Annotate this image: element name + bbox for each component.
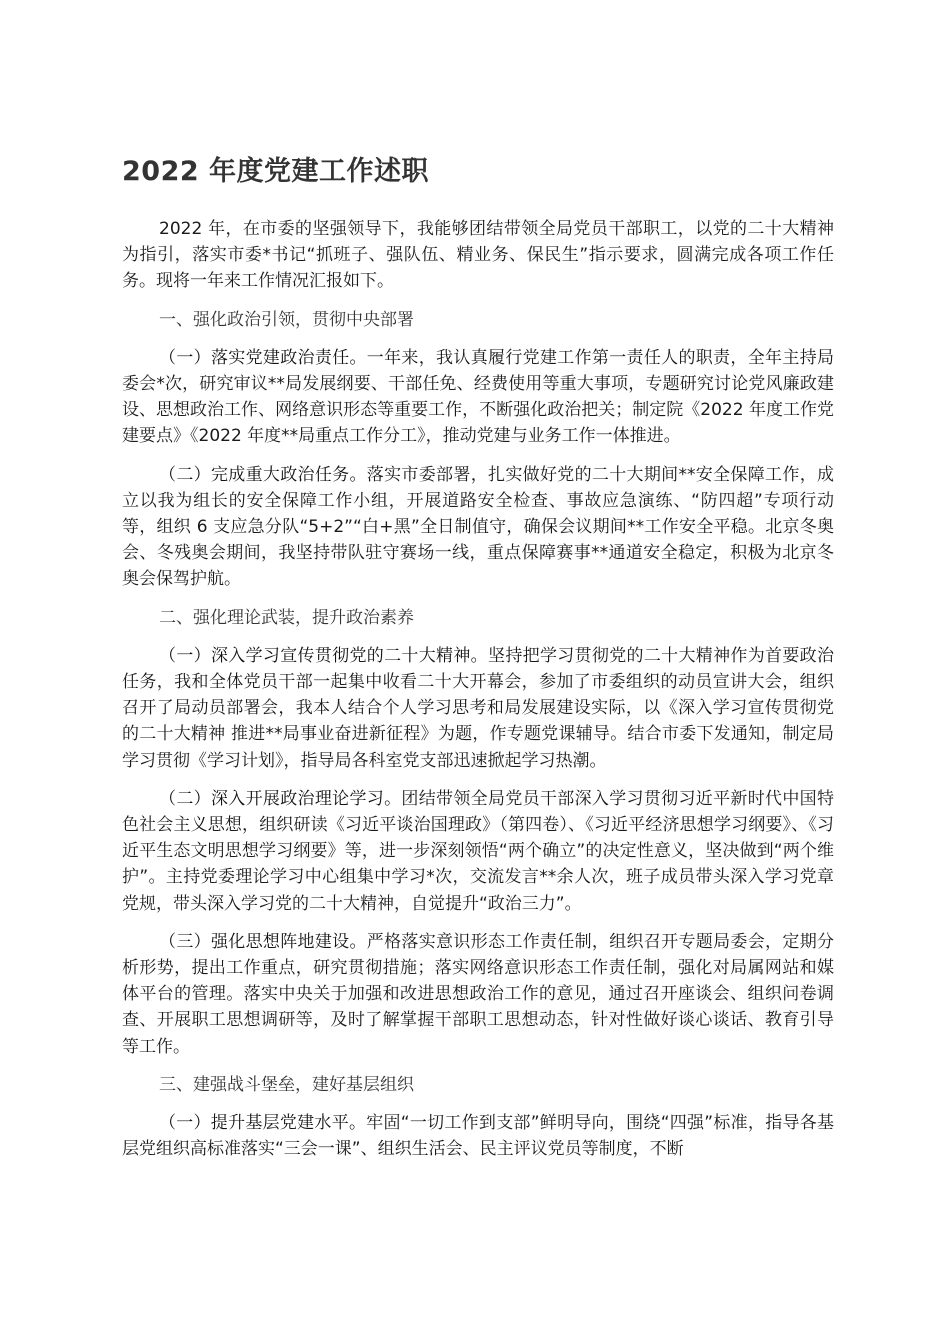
paragraph-text: 严格落实意识形态工作责任制，组织召开专题局委会，定期分析形势，提出工作重点，研究贯彻措施；落实网络意识形态工作责任制，强化对局属网站和媒体平台的管理。落实中央关于加强和改进思想政治工作的意见，通过召开座谈会、组织问卷调查、开展职工思想调研等，及时了解掌握干部职工思想动态，针对性做好谈心谈话、教育引导等工作。 [122, 931, 835, 1057]
paragraph-2-2 [122, 786, 834, 917]
document-page [122, 150, 834, 1163]
paragraph-1-1 [122, 345, 834, 450]
section-heading-2: 二、强化理论武装，提升政治素养 [159, 607, 414, 628]
section-heading-3: 三、建强战斗堡垒，建好基层组织 [159, 1074, 414, 1095]
paragraph-2-3 [122, 929, 834, 1060]
paragraph-lead: （三）强化思想阵地建设。 [159, 931, 367, 952]
paragraph-lead: （二）完成重大政治任务。 [159, 464, 367, 485]
paragraph-lead: （一）深入学习宣传贯彻党的二十大精神。 [159, 645, 488, 666]
paragraph-lead: （二）深入开展政治理论学习。 [159, 788, 402, 809]
paragraph-1-2 [122, 462, 834, 593]
paragraph-text: 牢固“一切工作到支部”鲜明导向，围绕“四强”标准，指导各基层党组织高标准落实“三会一课”、组织生活会、民主评议党员等制度，不断 [122, 1113, 834, 1160]
paragraph-text: 坚持把学习贯彻党的二十大精神作为首要政治任务，我和全体党员干部一起集中收看二十大开幕会，参加了市委组织的动员宣讲大会，组织召开了局动员部署会，我本人结合个人学习思考和局发展建设实际，以《深入学习宣传贯彻党的二十大精神 推进**局事业奋进新征程》为题，作专题党课辅导。结合市委下发通知，制定局学习贯彻《学习计划》，指导局各科室党支部迅速掀起学习热潮。 [122, 645, 834, 771]
paragraph-text: 落实市委部署，扎实做好党的二十大期间**安全保障工作，成立以我为组长的安全保障工作小组，开展道路安全检查、事故应急演练、“防四超”专项行动等，组织 6 支应急分队“5+2”“白+黑”全日制值守，确保会议期间**工作安全平稳。北京冬奥会、冬残奥会期间，我坚持带队驻守赛场一线，重点保障赛事**通道安全稳定，积极为北京冬奥会保驾护航。 [122, 464, 835, 590]
intro-paragraph: 2022 年，在市委的坚强领导下，我能够团结带领全局党员干部职工，以党的二十大精神为指引，落实市委*书记“抓班子、强队伍、精业务、保民生”指示要求，圆满完成各项工作任务。现将一年来工作情况汇报如下。 [122, 219, 834, 292]
paragraph-lead: （一）提升基层党建水平。 [159, 1113, 367, 1134]
paragraph-text: 一年来，我认真履行党建工作第一责任人的职责，全年主持局委会*次，研究审议**局发展纲要、干部任免、经费使用等重大事项，专题研究讨论党风廉政建设、思想政治工作、网络意识形态等重要工作，不断强化政治把关；制定院《2022 年度工作党建要点》《2022 年度**局重点工作分工》，推动党建与业务工作一体推进。 [122, 347, 835, 447]
paragraph-lead: （一）落实党建政治责任。 [159, 347, 367, 368]
paragraph-3-1 [122, 1110, 834, 1162]
paragraph-text: 团结带领全局党员干部深入学习贯彻习近平新时代中国特色社会主义思想，组织研读《习近平谈治国理政》（第四卷）、《习近平经济思想学习纲要》、《习近平生态文明思想学习纲要》等，进一步深刻领悟“两个确立”的决定性意义，坚决做到“两个维护”。主持党委理论学习中心组集中学习*次，交流发言**余人次，班子成员带头深入学习党章党规，带头深入学习党的二十大精神，自觉提升“政治三力”。 [122, 788, 834, 914]
section-heading-1: 一、强化政治引领，贯彻中央部署 [159, 309, 414, 330]
document-title: 2022 年度党建工作述职 [122, 156, 430, 187]
paragraph-2-1 [122, 643, 834, 774]
